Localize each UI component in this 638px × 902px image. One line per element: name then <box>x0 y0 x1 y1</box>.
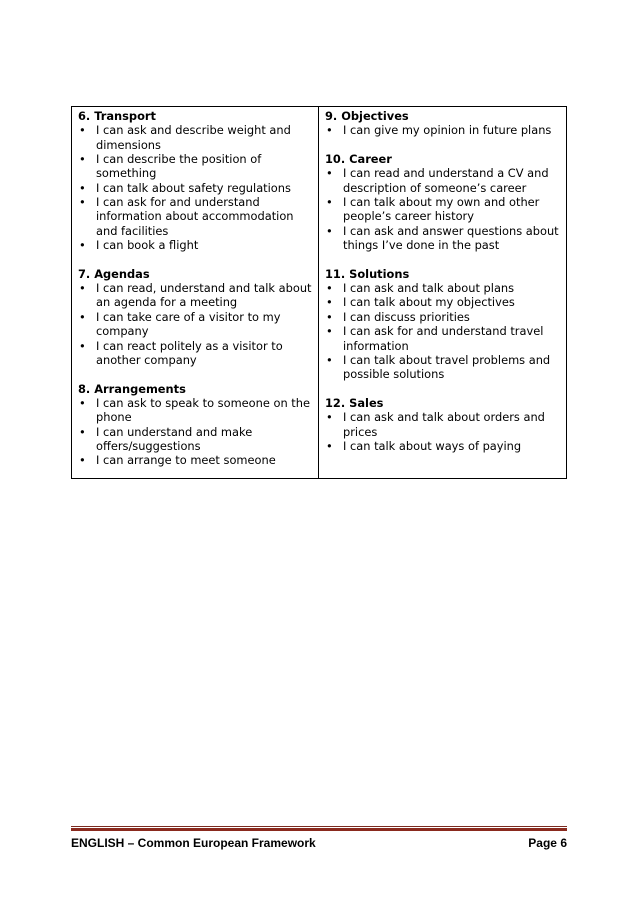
section-title: 7. Agendas <box>78 266 150 281</box>
section-title: 10. Career <box>325 152 392 167</box>
section <box>78 267 314 367</box>
section-title: 6. Transport <box>78 109 156 123</box>
list-item-text: I can understand and make offers/suggestions <box>96 424 253 453</box>
bullet-icon: • <box>326 223 333 238</box>
list-item <box>78 238 314 252</box>
bullet-icon: • <box>326 309 333 324</box>
list-item-text: I can talk about my objectives <box>343 295 515 310</box>
list-item <box>78 281 314 310</box>
list-item <box>78 195 314 238</box>
bullet-icon: • <box>79 180 86 195</box>
bullet-icon: • <box>79 309 86 324</box>
list-item-text: I can arrange to meet someone <box>96 453 276 468</box>
list-item-text: I can take care of a visitor to my company <box>96 309 281 339</box>
bullet-icon: • <box>326 123 333 138</box>
list-item <box>78 396 314 425</box>
footer-rule-thin <box>71 826 567 827</box>
bullet-icon: • <box>326 438 333 453</box>
list-item-text: I can talk about my own and other people’s career history <box>343 195 540 224</box>
bullet-icon: • <box>79 453 86 468</box>
left-column <box>72 107 319 478</box>
list-item <box>325 195 562 224</box>
can-do-list <box>325 281 562 381</box>
list-item <box>325 123 562 137</box>
bullet-icon: • <box>326 352 333 367</box>
section-title: 11. Solutions <box>325 266 410 281</box>
can-do-list <box>325 410 562 453</box>
list-item <box>78 152 314 181</box>
list-item-text: I can ask for and understand information about accommodation and facilities <box>96 195 294 238</box>
list-item-text: I can read, understand and talk about an agenda for a meeting <box>96 281 312 310</box>
list-item-text: I can ask and talk about plans <box>343 281 515 296</box>
list-item <box>325 281 562 295</box>
list-item-text: I can react politely as a visitor to another company <box>96 338 283 367</box>
section-title: 9. Objectives <box>325 109 409 123</box>
section <box>78 382 314 468</box>
list-item-text: I can ask to speak to someone on the phone <box>96 395 311 425</box>
bullet-icon: • <box>79 123 86 138</box>
list-item-text: I can ask for and understand travel information <box>343 324 544 353</box>
list-item <box>325 353 562 382</box>
bullet-icon: • <box>326 410 333 425</box>
list-item-text: I can talk about ways of paying <box>343 438 522 453</box>
list-item <box>78 181 314 195</box>
list-item-text: I can talk about travel problems and possible solutions <box>343 352 551 382</box>
section <box>325 152 562 252</box>
page-footer <box>71 836 567 850</box>
list-item-text: I can book a flight <box>96 238 199 253</box>
bullet-icon: • <box>79 281 86 296</box>
can-do-list <box>325 123 562 137</box>
bullet-icon: • <box>326 281 333 296</box>
page-number: Page 6 <box>528 836 567 850</box>
list-item <box>325 324 562 353</box>
bullet-icon: • <box>326 295 333 310</box>
list-item <box>325 410 562 439</box>
list-item-text: I can discuss priorities <box>343 309 470 324</box>
list-item-text: I can talk about safety regulations <box>96 180 291 195</box>
can-do-list <box>78 281 314 367</box>
can-do-table <box>71 106 567 479</box>
list-item <box>78 310 314 339</box>
bullet-icon: • <box>326 324 333 339</box>
bullet-icon: • <box>79 395 86 410</box>
bullet-icon: • <box>326 195 333 210</box>
list-item <box>325 310 562 324</box>
section-title: 12. Sales <box>325 395 384 410</box>
list-item-text: I can ask and answer questions about things I’ve done in the past <box>343 223 559 253</box>
list-item <box>325 439 562 453</box>
section <box>78 109 314 252</box>
list-item <box>78 123 314 152</box>
list-item <box>78 425 314 454</box>
list-item-text: I can ask and describe weight and dimensions <box>96 123 291 152</box>
list-item-text: I can read and understand a CV and description of someone’s career <box>343 166 549 195</box>
section <box>325 396 562 453</box>
footer-title: ENGLISH – Common European Framework <box>71 836 316 850</box>
bullet-icon: • <box>79 195 86 210</box>
section-title: 8. Arrangements <box>78 381 186 396</box>
bullet-icon: • <box>326 166 333 181</box>
bullet-icon: • <box>79 238 86 253</box>
can-do-list <box>325 166 562 252</box>
bullet-icon: • <box>79 424 86 439</box>
list-item <box>325 295 562 309</box>
section <box>325 109 562 138</box>
list-item-text: I can ask and talk about orders and prices <box>343 410 545 439</box>
bullet-icon: • <box>79 152 86 167</box>
can-do-list <box>78 123 314 252</box>
list-item <box>78 453 314 467</box>
can-do-list <box>78 396 314 468</box>
section <box>325 267 562 382</box>
list-item-text: I can give my opinion in future plans <box>343 123 552 138</box>
list-item <box>325 224 562 253</box>
list-item <box>78 339 314 368</box>
list-item <box>325 166 562 195</box>
bullet-icon: • <box>79 338 86 353</box>
right-column <box>319 107 566 478</box>
list-item-text: I can describe the position of something <box>96 152 262 181</box>
footer-rule-thick <box>71 828 567 831</box>
